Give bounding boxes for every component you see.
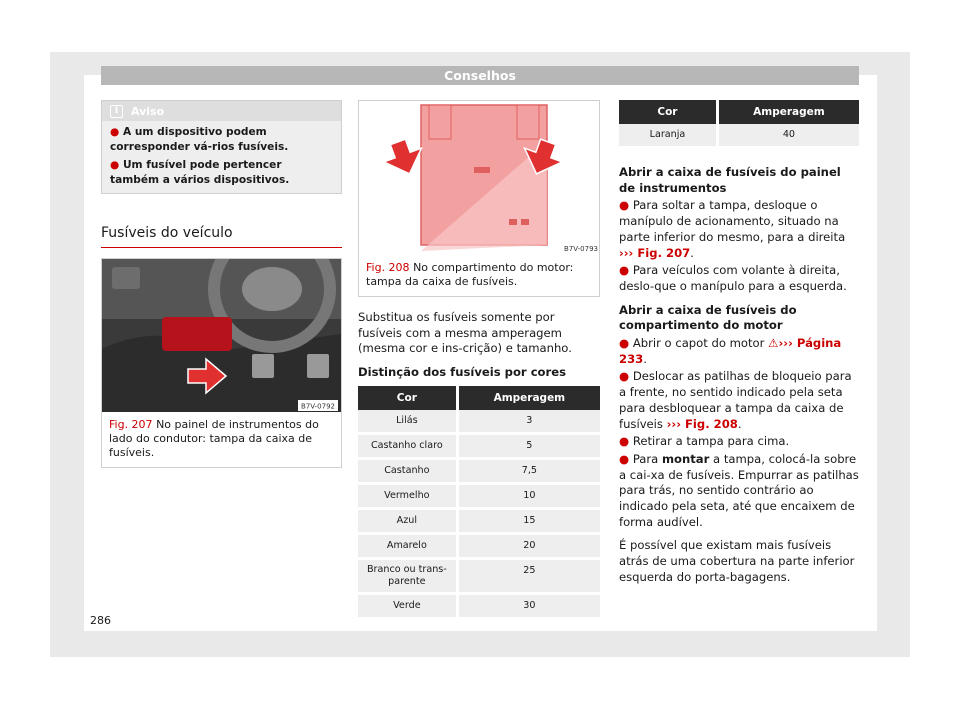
table-row: Vermelho 10 bbox=[358, 483, 600, 508]
closing-paragraph: É possível que existam mais fusíveis atrás de uma cobertura na parte inferior esquerda do porta-bagagens. bbox=[619, 538, 855, 584]
table-row: Verde 30 bbox=[358, 593, 600, 618]
bullet-icon: ● bbox=[619, 336, 630, 351]
bullet-icon: ● bbox=[619, 263, 630, 278]
fuse-color-table bbox=[358, 386, 600, 620]
figure-207-image bbox=[102, 259, 341, 412]
aviso-item: ● Um fusível pode pertencer também a vários dispositivos. bbox=[110, 159, 290, 186]
aviso-title: Aviso bbox=[131, 104, 165, 118]
aviso-box bbox=[101, 100, 342, 194]
bullet-icon: ● bbox=[110, 159, 120, 171]
table-row: Laranja 40 bbox=[619, 124, 859, 148]
table-header-row: Cor Amperagem bbox=[619, 100, 859, 124]
table-row: Branco ou trans-parente 25 bbox=[358, 558, 600, 593]
figure-code: B7V-0792 bbox=[301, 402, 335, 411]
table-row: Castanho 7,5 bbox=[358, 458, 600, 483]
page-link[interactable]: ››› Página 233 bbox=[619, 336, 842, 366]
figure-code: B7V-0793 bbox=[564, 245, 598, 253]
figure-208-caption: Fig. 208 No compartimento do motor: tampa da caixa de fusíveis. bbox=[366, 261, 574, 288]
panel-heading: Abrir a caixa de fusíveis do painel de instrumentos bbox=[619, 165, 841, 195]
engine-heading: Abrir a caixa de fusíveis do compartimento do motor bbox=[619, 302, 797, 333]
column-middle bbox=[358, 100, 600, 620]
table-row: Lilás 3 bbox=[358, 410, 600, 434]
list-item: ● Para soltar a tampa, desloque o manípulo de acionamento, situado na parte inferior do mesmo, para a direita ››› Fig. 207. bbox=[619, 198, 846, 260]
bullet-icon: ● bbox=[110, 126, 120, 138]
bullet-icon: ● bbox=[619, 434, 630, 449]
list-item: ● Retirar a tampa para cima. bbox=[619, 434, 790, 449]
section-title: Fusíveis do veículo bbox=[101, 224, 342, 248]
table-row: Amarelo 20 bbox=[358, 533, 600, 558]
table-row: Castanho claro 5 bbox=[358, 433, 600, 458]
list-item: ● Para montar a tampa, colocá-la sobre a cai-xa de fusíveis. Empurrar as patilhas para trás, no sentido contrário ao indicado pela seta, até que encaixem de forma audível. bbox=[619, 451, 859, 529]
instructions bbox=[619, 165, 859, 586]
column-right bbox=[619, 100, 859, 594]
bullet-icon: ● bbox=[619, 198, 630, 213]
table-row: Azul 15 bbox=[358, 508, 600, 533]
aviso-header bbox=[102, 101, 341, 121]
list-item: ● Para veículos com volante à direita, deslo-que o manípulo para a esquerda. bbox=[619, 263, 847, 293]
figure-208-image bbox=[359, 101, 599, 255]
aviso-item: ● A um dispositivo podem corresponder vá-rios fusíveis. bbox=[110, 126, 289, 153]
figure-207 bbox=[101, 258, 342, 468]
fusebox-cover bbox=[162, 317, 232, 351]
chapter-header: Conselhos bbox=[101, 66, 859, 85]
page-number: 286 bbox=[90, 614, 111, 627]
warning-icon: ⚠ bbox=[768, 336, 779, 351]
table-title: Distinção dos fusíveis por cores bbox=[358, 365, 567, 380]
figure-207-caption: Fig. 207 No painel de instrumentos do lado do condutor: tampa da caixa de fusíveis. bbox=[109, 418, 319, 459]
list-item: ● Abrir o capot do motor ⚠››› Página 233. bbox=[619, 336, 842, 366]
fusebox-illustration bbox=[359, 101, 599, 255]
figure-link[interactable]: ››› Fig. 208 bbox=[666, 416, 738, 431]
figure-link[interactable]: ››› Fig. 207 bbox=[619, 245, 691, 260]
info-icon: i bbox=[110, 105, 123, 118]
bullet-icon: ● bbox=[619, 369, 630, 384]
list-item: ● Deslocar as patilhas de bloqueio para a frente, no sentido indicado pela seta para desbloquear a tampa da caixa de fusíveis ››› Fig. 208. bbox=[619, 369, 852, 431]
fuse-color-table-continued bbox=[619, 100, 859, 149]
bullet-icon: ● bbox=[619, 451, 630, 466]
column-left bbox=[101, 100, 342, 468]
figure-208 bbox=[358, 100, 600, 297]
intro-paragraph: Substitua os fusíveis somente por fusíveis com a mesma amperagem (mesma cor e ins-crição) e tamanho. Distinção dos fusíveis por cores bbox=[358, 310, 600, 381]
table-header-row: Cor Amperagem bbox=[358, 386, 600, 410]
dashboard-photo bbox=[102, 259, 341, 412]
